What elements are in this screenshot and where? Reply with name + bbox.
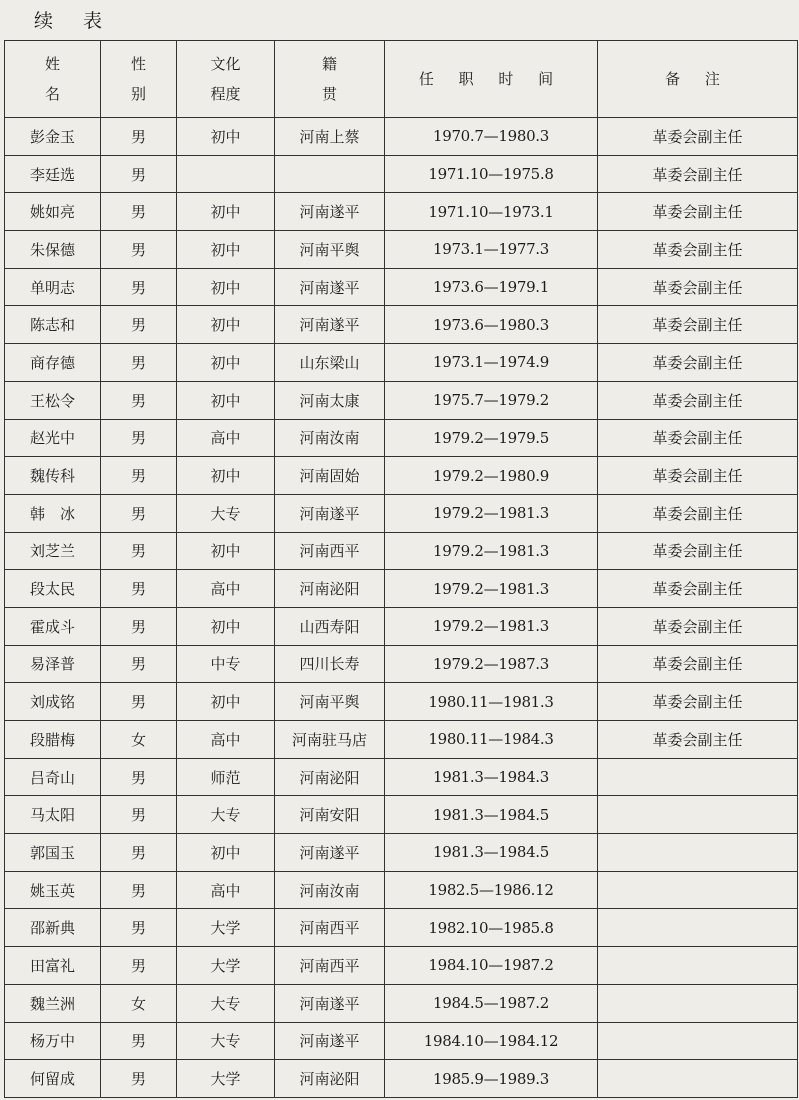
cell-term: 1982.10—1985.8	[385, 909, 598, 947]
table-row	[5, 834, 798, 872]
cell-education: 初中	[177, 607, 275, 645]
header-term: 任 职 时 间	[385, 41, 598, 118]
cell-education: 大学	[177, 947, 275, 985]
cell-origin: 河南遂平	[275, 193, 385, 231]
cell-origin: 河南遂平	[275, 834, 385, 872]
cell-name: 段腊梅	[5, 721, 101, 759]
cell-gender: 男	[101, 193, 177, 231]
cell-gender: 男	[101, 683, 177, 721]
cell-name: 单明志	[5, 268, 101, 306]
cell-origin: 河南遂平	[275, 268, 385, 306]
cell-gender: 男	[101, 155, 177, 193]
cell-term: 1981.3—1984.5	[385, 796, 598, 834]
cell-note: 革委会副主任	[598, 607, 798, 645]
cell-gender: 女	[101, 721, 177, 759]
cell-note: 革委会副主任	[598, 193, 798, 231]
header-origin: 籍 贯	[275, 41, 385, 118]
cell-term: 1970.7—1980.3	[385, 118, 598, 156]
cell-note: 革委会副主任	[598, 381, 798, 419]
table-row	[5, 457, 798, 495]
cell-note: 革委会副主任	[598, 494, 798, 532]
cell-gender: 男	[101, 834, 177, 872]
cell-education: 大专	[177, 494, 275, 532]
cell-origin: 河南泌阳	[275, 570, 385, 608]
table-row	[5, 193, 798, 231]
table-row	[5, 494, 798, 532]
cell-education: 大学	[177, 909, 275, 947]
cell-education: 初中	[177, 344, 275, 382]
cell-note: 革委会副主任	[598, 268, 798, 306]
cell-education: 初中	[177, 118, 275, 156]
cell-education: 初中	[177, 532, 275, 570]
cell-name: 郭国玉	[5, 834, 101, 872]
cell-name: 姚如亮	[5, 193, 101, 231]
table-row	[5, 1022, 798, 1060]
table-body	[5, 118, 798, 1098]
cell-gender: 男	[101, 758, 177, 796]
cell-origin: 河南平舆	[275, 231, 385, 269]
cell-note: 革委会副主任	[598, 231, 798, 269]
cell-term: 1980.11—1981.3	[385, 683, 598, 721]
cell-education: 初中	[177, 834, 275, 872]
table-row	[5, 419, 798, 457]
table-row	[5, 721, 798, 759]
cell-name: 杨万中	[5, 1022, 101, 1060]
table-row	[5, 570, 798, 608]
cell-name: 马太阳	[5, 796, 101, 834]
cell-term: 1984.10—1984.12	[385, 1022, 598, 1060]
cell-education: 中专	[177, 645, 275, 683]
cell-note	[598, 1060, 798, 1098]
cell-note: 革委会副主任	[598, 532, 798, 570]
cell-education: 初中	[177, 381, 275, 419]
cell-name: 商存德	[5, 344, 101, 382]
cell-gender: 男	[101, 118, 177, 156]
cell-term: 1973.1—1974.9	[385, 344, 598, 382]
table-row	[5, 118, 798, 156]
cell-gender: 男	[101, 457, 177, 495]
cell-note	[598, 1022, 798, 1060]
cell-name: 李廷选	[5, 155, 101, 193]
cell-term: 1973.1—1977.3	[385, 231, 598, 269]
cell-gender: 男	[101, 306, 177, 344]
cell-term: 1979.2—1981.3	[385, 570, 598, 608]
cell-origin: 河南上蔡	[275, 118, 385, 156]
cell-education: 师范	[177, 758, 275, 796]
cell-gender: 男	[101, 570, 177, 608]
cell-term: 1982.5—1986.12	[385, 871, 598, 909]
cell-education: 大学	[177, 1060, 275, 1098]
cell-name: 刘芝兰	[5, 532, 101, 570]
header-gender: 性 别	[101, 41, 177, 118]
cell-gender: 男	[101, 909, 177, 947]
cell-name: 刘成铭	[5, 683, 101, 721]
cell-note	[598, 909, 798, 947]
table-row	[5, 947, 798, 985]
table-row	[5, 231, 798, 269]
cell-note	[598, 984, 798, 1022]
cell-gender: 男	[101, 947, 177, 985]
cell-name: 邵新典	[5, 909, 101, 947]
cell-gender: 男	[101, 871, 177, 909]
cell-education: 初中	[177, 306, 275, 344]
cell-gender: 男	[101, 607, 177, 645]
cell-origin: 河南遂平	[275, 984, 385, 1022]
cell-education: 高中	[177, 721, 275, 759]
cell-gender: 男	[101, 796, 177, 834]
table-row	[5, 683, 798, 721]
cell-gender: 男	[101, 1060, 177, 1098]
table-row	[5, 607, 798, 645]
table-row	[5, 344, 798, 382]
page-title: 续 表	[34, 10, 115, 32]
header-education: 文化 程度	[177, 41, 275, 118]
cell-note: 革委会副主任	[598, 419, 798, 457]
cell-origin: 河南遂平	[275, 306, 385, 344]
header-name: 姓 名	[5, 41, 101, 118]
cell-education: 大专	[177, 1022, 275, 1060]
cell-education: 高中	[177, 570, 275, 608]
cell-origin: 山东梁山	[275, 344, 385, 382]
cell-origin: 河南汝南	[275, 419, 385, 457]
cell-note: 革委会副主任	[598, 721, 798, 759]
cell-origin: 河南遂平	[275, 494, 385, 532]
table-row	[5, 155, 798, 193]
cell-origin	[275, 155, 385, 193]
cell-education: 初中	[177, 231, 275, 269]
cell-gender: 男	[101, 1022, 177, 1060]
cell-origin: 河南西平	[275, 532, 385, 570]
cell-term: 1973.6—1979.1	[385, 268, 598, 306]
cell-origin: 河南固始	[275, 457, 385, 495]
table-row	[5, 984, 798, 1022]
cell-name: 姚玉英	[5, 871, 101, 909]
header-row	[5, 41, 798, 118]
cell-name: 何留成	[5, 1060, 101, 1098]
cell-education: 初中	[177, 457, 275, 495]
cell-origin: 河南泌阳	[275, 758, 385, 796]
header-note: 备 注	[598, 41, 798, 118]
cell-name: 田富礼	[5, 947, 101, 985]
cell-note: 革委会副主任	[598, 570, 798, 608]
cell-gender: 女	[101, 984, 177, 1022]
cell-term: 1980.11—1984.3	[385, 721, 598, 759]
cell-name: 彭金玉	[5, 118, 101, 156]
cell-origin: 河南西平	[275, 909, 385, 947]
cell-name: 易泽普	[5, 645, 101, 683]
cell-note: 革委会副主任	[598, 118, 798, 156]
table-row	[5, 306, 798, 344]
cell-name: 吕奇山	[5, 758, 101, 796]
cell-education: 初中	[177, 193, 275, 231]
cell-gender: 男	[101, 344, 177, 382]
cell-gender: 男	[101, 419, 177, 457]
table-row	[5, 758, 798, 796]
table-row	[5, 532, 798, 570]
cell-origin: 河南安阳	[275, 796, 385, 834]
cell-education: 初中	[177, 683, 275, 721]
cell-education: 大专	[177, 984, 275, 1022]
cell-education	[177, 155, 275, 193]
cell-note: 革委会副主任	[598, 344, 798, 382]
cell-term: 1979.2—1981.3	[385, 532, 598, 570]
table-row	[5, 909, 798, 947]
cell-name: 韩 冰	[5, 494, 101, 532]
cell-term: 1971.10—1975.8	[385, 155, 598, 193]
cell-name: 王松令	[5, 381, 101, 419]
cell-term: 1979.2—1987.3	[385, 645, 598, 683]
cell-name: 陈志和	[5, 306, 101, 344]
cell-origin: 河南汝南	[275, 871, 385, 909]
cell-origin: 河南西平	[275, 947, 385, 985]
cell-origin: 河南遂平	[275, 1022, 385, 1060]
cell-term: 1979.2—1980.9	[385, 457, 598, 495]
cell-education: 大专	[177, 796, 275, 834]
cell-origin: 四川长寿	[275, 645, 385, 683]
cell-term: 1981.3—1984.3	[385, 758, 598, 796]
table-row	[5, 381, 798, 419]
cell-education: 高中	[177, 871, 275, 909]
cell-note	[598, 796, 798, 834]
table-row	[5, 645, 798, 683]
cell-note	[598, 947, 798, 985]
cell-name: 朱保德	[5, 231, 101, 269]
cell-term: 1979.2—1979.5	[385, 419, 598, 457]
cell-term: 1973.6—1980.3	[385, 306, 598, 344]
personnel-table	[4, 40, 798, 1098]
table-row	[5, 871, 798, 909]
cell-origin: 河南泌阳	[275, 1060, 385, 1098]
cell-education: 高中	[177, 419, 275, 457]
cell-gender: 男	[101, 532, 177, 570]
cell-name: 魏兰洲	[5, 984, 101, 1022]
cell-gender: 男	[101, 231, 177, 269]
cell-term: 1979.2—1981.3	[385, 494, 598, 532]
cell-term: 1971.10—1973.1	[385, 193, 598, 231]
cell-term: 1984.10—1987.2	[385, 947, 598, 985]
cell-note: 革委会副主任	[598, 683, 798, 721]
cell-note	[598, 758, 798, 796]
cell-note: 革委会副主任	[598, 457, 798, 495]
cell-name: 霍成斗	[5, 607, 101, 645]
cell-gender: 男	[101, 645, 177, 683]
cell-note: 革委会副主任	[598, 306, 798, 344]
cell-term: 1975.7—1979.2	[385, 381, 598, 419]
cell-gender: 男	[101, 268, 177, 306]
cell-note: 革委会副主任	[598, 155, 798, 193]
cell-name: 赵光中	[5, 419, 101, 457]
cell-term: 1984.5—1987.2	[385, 984, 598, 1022]
table-row	[5, 1060, 798, 1098]
cell-term: 1985.9—1989.3	[385, 1060, 598, 1098]
cell-origin: 河南平舆	[275, 683, 385, 721]
cell-note: 革委会副主任	[598, 645, 798, 683]
cell-origin: 河南驻马店	[275, 721, 385, 759]
cell-gender: 男	[101, 381, 177, 419]
cell-term: 1981.3—1984.5	[385, 834, 598, 872]
cell-note	[598, 834, 798, 872]
cell-origin: 河南太康	[275, 381, 385, 419]
cell-name: 段太民	[5, 570, 101, 608]
cell-education: 初中	[177, 268, 275, 306]
table-row	[5, 268, 798, 306]
cell-origin: 山西寿阳	[275, 607, 385, 645]
cell-name: 魏传科	[5, 457, 101, 495]
cell-note	[598, 871, 798, 909]
cell-gender: 男	[101, 494, 177, 532]
cell-term: 1979.2—1981.3	[385, 607, 598, 645]
table-row	[5, 796, 798, 834]
